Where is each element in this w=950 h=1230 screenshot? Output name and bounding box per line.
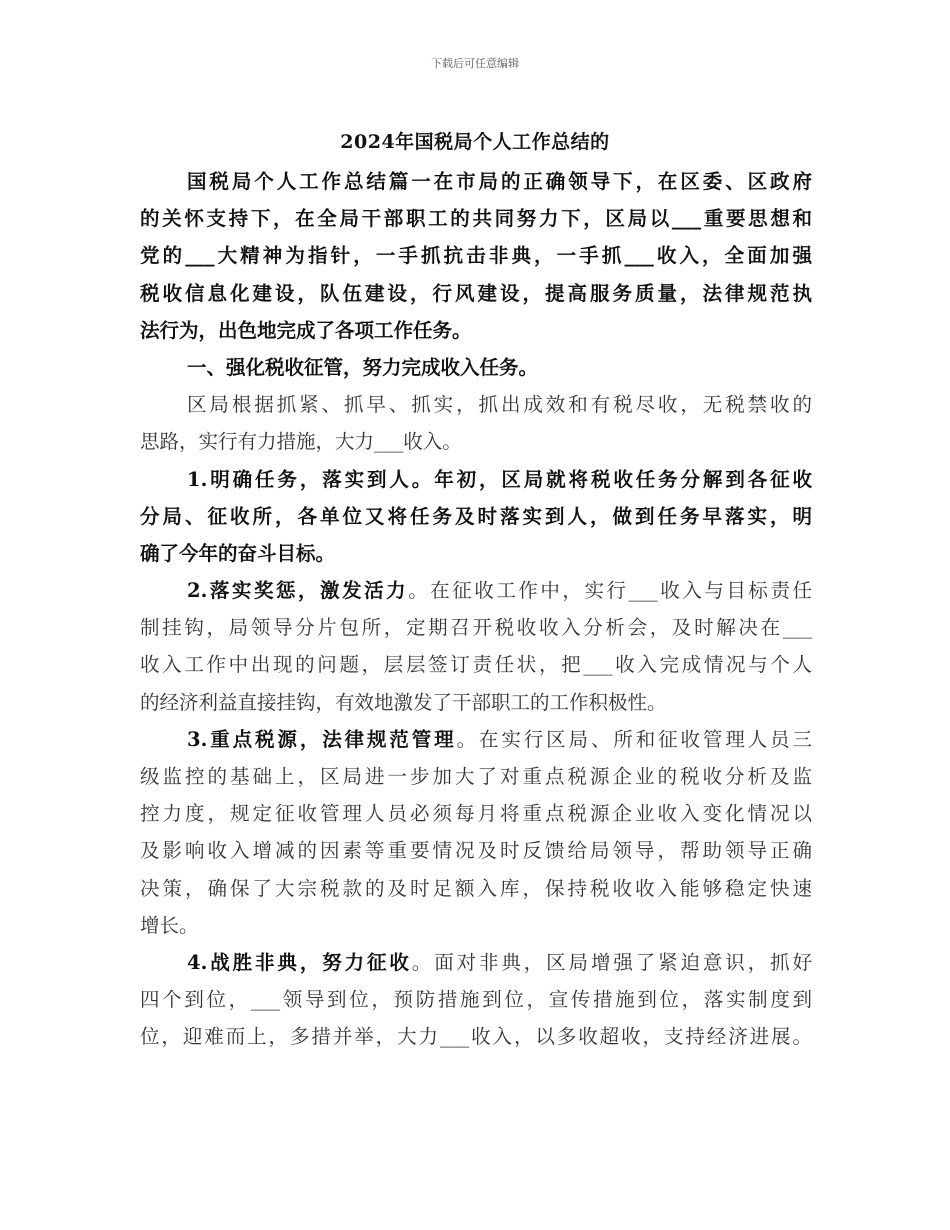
text-line xyxy=(140,237,812,274)
text-line xyxy=(140,386,812,423)
line-text: 。在征收工作中，实行___收入与目标责任 xyxy=(408,579,812,603)
text-line xyxy=(140,907,812,944)
line-text: 国税局个人工作总结篇一在市局的正确领导下，在区委、区政府 xyxy=(187,170,812,193)
line-text: 税收信息化建设，队伍建设，行风建设，提高服务质量，法律规范执 xyxy=(140,281,812,305)
line-text: 1.明确任务，落实到人。年初，区局就将税收任务分解到各征收 xyxy=(187,467,812,491)
line-text: 级监控的基础上，区局进一步加大了对重点税源企业的税收分析及监 xyxy=(140,765,812,788)
line-text: 法行为，出色地完成了各项工作任务。 xyxy=(140,318,472,342)
line-text: 一、强化税收征管，努力完成收入任务。 xyxy=(187,355,539,379)
text-line xyxy=(140,684,812,721)
item-heading: 2.落实奖惩，激发活力 xyxy=(187,579,409,603)
document-title: 2024年国税局个人工作总结的 xyxy=(340,131,610,153)
text-line xyxy=(140,832,812,869)
line-text: 思路，实行有力措施，大力___收入。 xyxy=(140,430,462,454)
text-line xyxy=(140,423,812,460)
line-text: 分局、征收所，各单位又将任务及时落实到人，做到任务早落实，明 xyxy=(140,504,812,528)
text-line xyxy=(140,795,812,832)
line-text: 增长。 xyxy=(140,913,199,937)
text-line xyxy=(140,981,812,1018)
text-line xyxy=(140,758,812,795)
text-line xyxy=(140,535,812,572)
text-line xyxy=(140,944,812,981)
text-line xyxy=(140,1018,812,1055)
line-text: 及影响收入增减的因素等重要情况及时反馈给局领导，帮助领导正确 xyxy=(140,839,812,863)
item-heading: 4.战胜非典，努力征收 xyxy=(187,950,412,974)
text-line xyxy=(140,163,812,200)
line-text: 制挂钩，局领导分片包所，定期召开税收收入分析会，及时解决在___ xyxy=(140,616,812,640)
line-text: 控力度，规定征收管理人员必须每月将重点税源企业收入变化情况以 xyxy=(140,802,812,826)
line-text: 四个到位，___领导到位，预防措施到位，宣传措施到位，落实制度到 xyxy=(140,988,812,1012)
line-text: 区局根据抓紧、抓早、抓实，抓出成效和有税尽收，无税禁收的 xyxy=(187,393,812,417)
line-text: 决策，确保了大宗税款的及时足额入库，保持税收收入能够稳定快速 xyxy=(140,876,812,900)
text-line xyxy=(140,498,812,535)
text-line xyxy=(140,721,812,758)
text-line xyxy=(140,870,812,907)
text-line xyxy=(140,646,812,683)
text-line xyxy=(140,200,812,237)
text-line xyxy=(140,609,812,646)
document-body xyxy=(140,163,812,1056)
line-text: 。面对非典，区局增强了紧迫意识，抓好 xyxy=(411,950,812,974)
line-text: 。在实行区局、所和征收管理人员三 xyxy=(456,727,812,751)
text-line xyxy=(140,312,812,349)
line-text: 的经济利益直接挂钩，有效地激发了干部职工的工作积极性。 xyxy=(140,690,667,714)
text-line xyxy=(140,461,812,498)
text-line xyxy=(140,572,812,609)
line-text: 的关怀支持下，在全局干部职工的共同努力下，区局以___重要思想和 xyxy=(140,207,812,231)
text-line xyxy=(140,349,812,386)
line-text: 位，迎难而上，多措并举，大力___收入，以多收超收，支持经济进展。 xyxy=(140,1025,812,1049)
item-heading: 3.重点税源，法律规范管理 xyxy=(187,727,457,751)
text-line xyxy=(140,275,812,312)
header-note: 下载后可任意编辑 xyxy=(431,57,519,70)
line-text: 确了今年的奋斗目标。 xyxy=(140,541,336,565)
line-text: 收入工作中出现的问题，层层签订责任状，把___收入完成情况与个人 xyxy=(140,653,812,677)
line-text: 党的___大精神为指针，一手抓抗击非典，一手抓___收入，全面加强 xyxy=(140,244,812,268)
